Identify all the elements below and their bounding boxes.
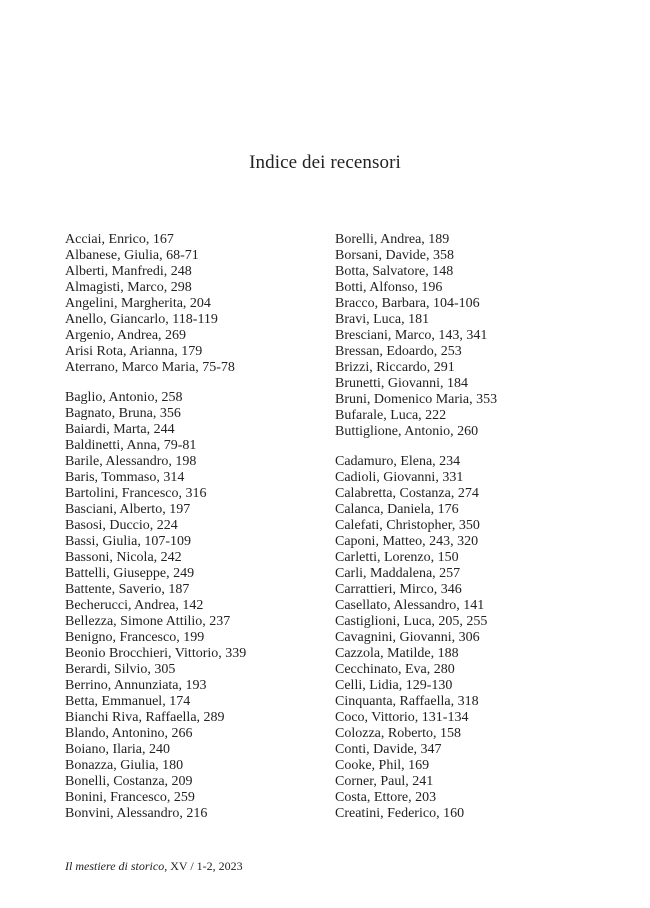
- index-entry: Baiardi, Marta, 244: [65, 422, 175, 437]
- index-letter-group: [335, 232, 497, 440]
- index-entry: Berrino, Annunziata, 193: [65, 678, 207, 693]
- index-entry: Bellezza, Simone Attilio, 237: [65, 614, 231, 629]
- index-entry: Baglio, Antonio, 258: [65, 390, 183, 405]
- index-entry: Albanese, Giulia, 68-71: [65, 248, 199, 263]
- index-entry: Benigno, Francesco, 199: [65, 630, 205, 645]
- index-entry: Bresciani, Marco, 143, 341: [335, 328, 488, 343]
- index-entry: Almagisti, Marco, 298: [65, 280, 192, 295]
- index-entry: Carletti, Lorenzo, 150: [335, 550, 459, 565]
- index-entry: Bassi, Giulia, 107-109: [65, 534, 191, 549]
- index-entry: Aterrano, Marco Maria, 75-78: [65, 360, 235, 375]
- index-entry: Coco, Vittorio, 131-134: [335, 710, 469, 725]
- index-entry: Betta, Emmanuel, 174: [65, 694, 191, 709]
- index-entry: Acciai, Enrico, 167: [65, 232, 174, 247]
- index-entry: Brunetti, Giovanni, 184: [335, 376, 468, 391]
- index-entry: Casellato, Alessandro, 141: [335, 598, 485, 613]
- index-entry: Bressan, Edoardo, 253: [335, 344, 462, 359]
- index-entry: Battente, Saverio, 187: [65, 582, 190, 597]
- index-entry: Alberti, Manfredi, 248: [65, 264, 192, 279]
- index-entry: Boiano, Ilaria, 240: [65, 742, 170, 757]
- index-entry: Buttiglione, Antonio, 260: [335, 424, 479, 439]
- index-entry: Cooke, Phil, 169: [335, 758, 430, 773]
- index-entry: Blando, Antonino, 266: [65, 726, 193, 741]
- index-entry: Borelli, Andrea, 189: [335, 232, 450, 247]
- index-entry: Basciani, Alberto, 197: [65, 502, 191, 517]
- index-entry: Costa, Ettore, 203: [335, 790, 437, 805]
- index-entry: Baris, Tommaso, 314: [65, 470, 185, 485]
- index-letter-group: [65, 232, 246, 376]
- index-entry: Becherucci, Andrea, 142: [65, 598, 204, 613]
- index-entry: Bartolini, Francesco, 316: [65, 486, 207, 501]
- index-column-right: [335, 232, 497, 836]
- index-entry: Caponi, Matteo, 243, 320: [335, 534, 479, 549]
- index-entry: Cadamuro, Elena, 234: [335, 454, 461, 469]
- index-entry: Bruni, Domenico Maria, 353: [335, 392, 498, 407]
- index-entry: Celli, Lidia, 129-130: [335, 678, 453, 693]
- index-entry: Calanca, Daniela, 176: [335, 502, 459, 517]
- index-entry: Brizzi, Riccardo, 291: [335, 360, 455, 375]
- index-entry: Battelli, Giuseppe, 249: [65, 566, 195, 581]
- index-entry: Bravi, Luca, 181: [335, 312, 430, 327]
- running-footer: [65, 859, 243, 874]
- index-entry: Colozza, Roberto, 158: [335, 726, 461, 741]
- index-entry: Barile, Alessandro, 198: [65, 454, 197, 469]
- index-entry: Conti, Davide, 347: [335, 742, 442, 757]
- index-entry: Anello, Giancarlo, 118-119: [65, 312, 218, 327]
- journal-name: Il mestiere di storico: [65, 859, 165, 873]
- index-entry: Carli, Maddalena, 257: [335, 566, 461, 581]
- index-entry: Calefati, Christopher, 350: [335, 518, 480, 533]
- page-title: Indice dei recensori: [249, 152, 401, 173]
- index-entry: Beonio Brocchieri, Vittorio, 339: [65, 646, 247, 661]
- index-entry: Cazzola, Matilde, 188: [335, 646, 459, 661]
- index-entry: Cavagnini, Giovanni, 306: [335, 630, 480, 645]
- index-entry: Carrattieri, Mirco, 346: [335, 582, 462, 597]
- index-entry: Baldinetti, Anna, 79-81: [65, 438, 197, 453]
- index-entry: Cinquanta, Raffaella, 318: [335, 694, 479, 709]
- index-entry: Bonini, Francesco, 259: [65, 790, 195, 805]
- index-entry: Berardi, Silvio, 305: [65, 662, 176, 677]
- index-entry: Corner, Paul, 241: [335, 774, 434, 789]
- index-column-left: [65, 232, 246, 836]
- index-entry: Cadioli, Giovanni, 331: [335, 470, 464, 485]
- index-letter-group: [335, 454, 497, 822]
- index-letter-group: [65, 390, 246, 822]
- index-entry: Cecchinato, Eva, 280: [335, 662, 455, 677]
- index-entry: Borsani, Davide, 358: [335, 248, 454, 263]
- index-entry: Botti, Alfonso, 196: [335, 280, 443, 295]
- index-entry: Botta, Salvatore, 148: [335, 264, 454, 279]
- index-entry: Arisi Rota, Arianna, 179: [65, 344, 203, 359]
- journal-issue: , XV / 1-2, 2023: [164, 859, 243, 873]
- index-entry: Argenio, Andrea, 269: [65, 328, 187, 343]
- index-entry: Bassoni, Nicola, 242: [65, 550, 182, 565]
- index-entry: Castiglioni, Luca, 205, 255: [335, 614, 488, 629]
- index-entry: Bonelli, Costanza, 209: [65, 774, 193, 789]
- index-entry: Bracco, Barbara, 104-106: [335, 296, 480, 311]
- index-entry: Calabretta, Costanza, 274: [335, 486, 479, 501]
- index-entry: Bufarale, Luca, 222: [335, 408, 447, 423]
- index-entry: Basosi, Duccio, 224: [65, 518, 178, 533]
- index-entry: Bagnato, Bruna, 356: [65, 406, 181, 421]
- index-entry: Angelini, Margherita, 204: [65, 296, 211, 311]
- index-entry: Bonazza, Giulia, 180: [65, 758, 184, 773]
- index-entry: Bianchi Riva, Raffaella, 289: [65, 710, 225, 725]
- index-entry: Bonvini, Alessandro, 216: [65, 806, 208, 821]
- index-entry: Creatini, Federico, 160: [335, 806, 465, 821]
